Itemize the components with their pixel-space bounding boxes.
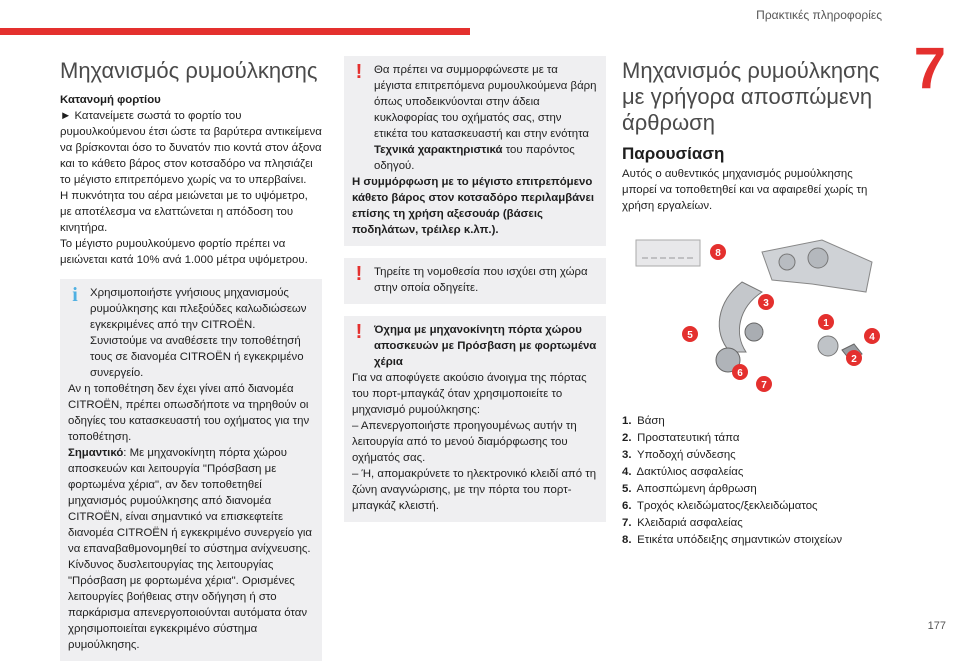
warning-text: – Ή, απομακρύνετε το ηλεκτρονικό κλειδί από τη ζώνη αναγνώρισης, με την πόρτα του πορτ-μπαγκάζ κλειστή. — [352, 468, 597, 512]
callout-7 — [756, 376, 772, 392]
paragraph: Η πυκνότητα του αέρα μειώνεται με το υψόμετρο, με αποτέλεσμα να ελαττώνεται η απόδοση του κινητήρα. — [60, 190, 308, 234]
tow-arm — [719, 282, 762, 352]
warning-box — [344, 316, 606, 522]
mount-hole — [808, 248, 828, 268]
warning-box — [344, 56, 606, 246]
subheading: Κατανομή φορτίου — [60, 94, 161, 106]
warning-text: Τηρείτε τη νομοθεσία που ισχύει στη χώρα στην οποία οδηγείτε. — [374, 266, 588, 294]
legend-item: 5. Αποσπώμενη άρθρωση — [622, 483, 757, 495]
legend-item: 8. Ετικέτα υπόδειξης σημαντικών στοιχείων — [622, 534, 843, 546]
callout-3 — [758, 294, 774, 310]
info-box — [60, 279, 322, 661]
info-text: Αν η τοποθέτηση δεν έχει γίνει από διανομέα CITROËN, πρέπει οπωσδήποτε να τηρηθούν οι οδηγίες του κατασκευαστή του οχήματος για την τοποθέτηση. — [68, 383, 310, 443]
warning-text: Για να αποφύγετε ακούσιο άνοιγμα της πόρτας του πορτ-μπαγκάζ όταν χρησιμοποιείτε το μηχανισμό ρυμούλκησης: — [352, 372, 587, 416]
info-icon: i — [72, 284, 78, 306]
warning-text: – Απενεργοποιήστε προηγουμένως αυτήν τη λειτουργία από το μενού διαμόρφωσης του οχήματός σας. — [352, 420, 577, 464]
lock-wheel-icon — [745, 323, 763, 341]
svg-text:2: 2 — [851, 354, 857, 365]
parts-legend — [622, 413, 890, 548]
info-text-body: : Με μηχανοκίνητη πόρτα χώρου αποσκευών και λειτουργία "Πρόσβαση με φορτωμένα χέρια", αν δεν τοποθετηθεί μηχανισμός ρυμούλκησης από διανομέα CITROËN, είναι σημαντικό να επισκεφτείτε διανομέα CITROËN ή εγκεκριμένο συνεργείο για να επαναβαθμονομηθεί το σύστημα ανίχνευσης. Κίνδυνος δυσλειτουργίας της λειτουργίας "Πρόσβαση με φορτωμένα χέρια". Ορισμένες λειτουργίες βοήθειας στην οδήγηση ή στο παρκάρισμα απενεργοποιούνται αυτόματα όταν χρησιμοποιείται εγκεκριμένο σύστημα ρυμούλκησης. — [68, 447, 313, 651]
subsection-heading: Παρουσίαση — [622, 144, 725, 163]
warning-heading: Όχημα με μηχανοκίνητη πόρτα χώρου αποσκευών με Πρόσβαση με φορτωμένα χέρια — [374, 324, 597, 368]
svg-text:1: 1 — [823, 318, 829, 329]
section-title: Μηχανισμός ρυμούλκησης — [60, 58, 318, 83]
running-header: Πρακτικές πληροφορίες — [756, 8, 882, 22]
safety-ring — [818, 336, 838, 356]
callout-5 — [682, 326, 698, 342]
legend-item: 4. Δακτύλιος ασφαλείας — [622, 466, 744, 478]
column-left — [60, 58, 322, 661]
section-title: Μηχανισμός ρυμούλκησης με γρήγορα αποσπώμενη άρθρωση — [622, 58, 880, 135]
intro-paragraph: Αυτός ο αυθεντικός μηχανισμός ρυμούλκησης μπορεί να τοποθετηθεί και να αφαιρεθεί χωρίς τη χρήση εργαλείων. — [622, 168, 868, 212]
warning-icon: ! — [355, 321, 363, 343]
page-number: 177 — [927, 620, 946, 632]
header-accent-bar — [0, 28, 470, 35]
column-middle — [344, 56, 606, 522]
important-label: Σημαντικό — [68, 447, 124, 459]
socket-icon — [779, 254, 795, 270]
legend-item: 1. Βάση — [622, 415, 665, 427]
legend-item: 7. Κλειδαριά ασφαλείας — [622, 517, 743, 529]
warning-icon: ! — [355, 263, 363, 285]
svg-text:7: 7 — [761, 380, 767, 391]
column-right — [622, 58, 890, 549]
callout-1 — [818, 314, 834, 330]
callout-4 — [864, 328, 880, 344]
info-text — [68, 445, 314, 653]
svg-text:8: 8 — [715, 248, 721, 259]
svg-text:6: 6 — [737, 368, 743, 379]
warning-bold-text: Η συμμόρφωση με το μέγιστο επιτρεπόμενο κάθετο βάρος στον κοτσαδόρο περιλαμβάνει επίσης τη χρήση αξεσουάρ (βάσεις ποδηλάτων, τρέιλερ κ.λπ.). — [352, 176, 595, 236]
legend-item: 2. Προστατευτική τάπα — [622, 432, 740, 444]
warning-box — [344, 258, 606, 304]
warning-text: Θα πρέπει να συμμορφώνεστε με τα μέγιστα επιτρεπόμενα ρυμουλκούμενα βάρη όπως υποδεικνύονται στην άδεια κυκλοφορίας του οχήματός σας, στην ετικέτα του κατασκευαστή και στην ενότητα Τεχνικά χαρακτηριστικά του παρόντος οδηγού. — [374, 64, 597, 172]
svg-text:4: 4 — [869, 332, 875, 343]
chapter-number: 7 — [913, 36, 946, 101]
warning-icon: ! — [355, 61, 363, 83]
label-plate — [636, 240, 700, 266]
callout-2 — [846, 350, 862, 366]
legend-item: 6. Τροχός κλειδώματος/ξεκλειδώματος — [622, 500, 818, 512]
manual-section-ref: Τεχνικά χαρακτηριστικά — [374, 144, 503, 156]
towbar-illustration — [622, 222, 884, 398]
bullet-paragraph: ► Κατανείμετε σωστά το φορτίο του ρυμουλκούμενου έτσι ώστε τα βαρύτερα αντικείμενα να βρίσκονται όσο το δυνατόν πιο κοντά στον άξονα και το κάθετο βάρος στον κοτσαδόρο να πλησιάζει το μέγιστο επιτρεπόμενο χωρίς να το υπερβαίνει. — [60, 110, 322, 186]
callout-6 — [732, 364, 748, 380]
callout-8 — [710, 244, 726, 260]
svg-text:5: 5 — [687, 330, 693, 341]
info-text: Χρησιμοποιήστε γνήσιους μηχανισμούς ρυμούλκησης και πλεξούδες καλωδιώσεων εγκεκριμένες από την CITROËN. Συνιστούμε να αναθέσετε την τοποθέτησή τους σε διανομέα CITROËN ή εγκεκριμένο συνεργείο. — [90, 287, 307, 379]
svg-text:3: 3 — [763, 298, 769, 309]
legend-item: 3. Υποδοχή σύνδεσης — [622, 449, 736, 461]
paragraph: Το μέγιστο ρυμουλκούμενο φορτίο πρέπει να μειώνεται κατά 10% ανά 1.000 μέτρα υψόμετρου. — [60, 238, 308, 266]
